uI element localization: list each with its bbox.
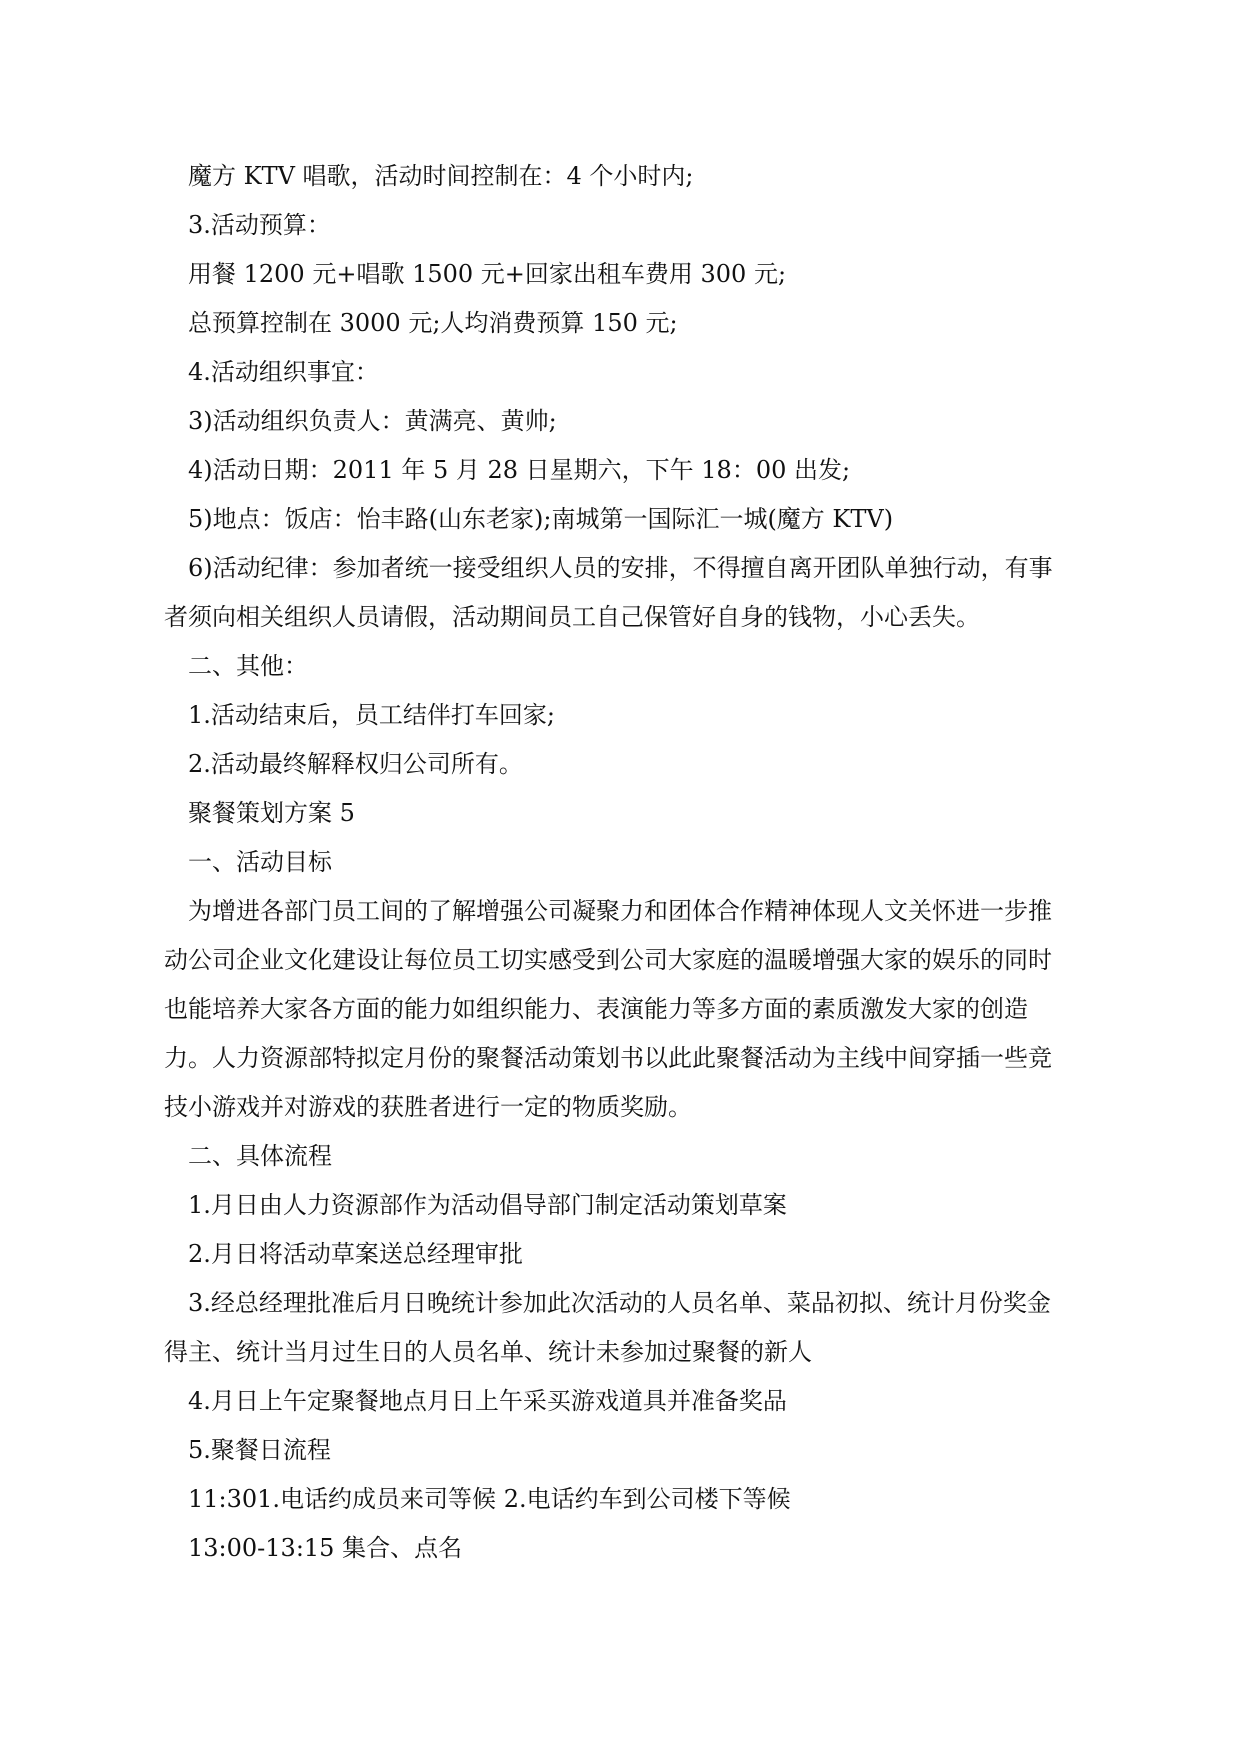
paragraph-goal-body: 为增进各部门员工间的了解增强公司凝聚力和团体合作精神体现人文关怀进一步推动公司企业文化建设让每位员工切实感受到公司大家庭的温暖增强大家的娱乐的同时也能培养大家各方面的能力如组织能力、表演能力等多方面的素质激发大家的创造力。人力资源部特拟定月份的聚餐活动策划书以此此聚餐活动为主线中间穿插一些竞技小游戏并对游戏的获胜者进行一定的物质奖励。	[164, 897, 1052, 1121]
paragraph-process-step-1: 1.月日由人力资源部作为活动倡导部门制定活动策划草案	[188, 1191, 787, 1219]
paragraph-goal-heading: 一、活动目标	[188, 848, 332, 876]
paragraph-other-heading: 二、其他：	[188, 652, 308, 680]
paragraph-other-item-1: 1.活动结束后，员工结伴打车回家;	[188, 701, 555, 729]
paragraph-schedule-1300: 13:00-13:15 集合、点名	[188, 1534, 463, 1562]
document-body	[164, 152, 1068, 1573]
paragraph-location: 5)地点：饭店：怡丰路(山东老家);南城第一国际汇一城(魔方 KTV)	[188, 505, 894, 533]
paragraph-process-heading: 二、具体流程	[188, 1142, 332, 1170]
paragraph-organizers: 3)活动组织负责人：黄满亮、黄帅;	[188, 407, 557, 435]
paragraph-ktv-time: 魔方 KTV 唱歌，活动时间控制在：4 个小时内;	[188, 162, 694, 190]
paragraph-process-step-3: 3.经总经理批准后月日晚统计参加此次活动的人员名单、菜品初拟、统计月份奖金得主、统计当月过生日的人员名单、统计未参加过聚餐的新人	[164, 1289, 1051, 1366]
paragraph-process-step-4: 4.月日上午定聚餐地点月日上午采买游戏道具并准备奖品	[188, 1387, 787, 1415]
paragraph-budget-items: 用餐 1200 元+唱歌 1500 元+回家出租车费用 300 元;	[188, 260, 787, 288]
paragraph-date: 4)活动日期：2011 年 5 月 28 日星期六，下午 18：00 出发;	[188, 456, 851, 484]
paragraph-process-step-5: 5.聚餐日流程	[188, 1436, 331, 1464]
section-title-plan-5: 聚餐策划方案 5	[188, 799, 355, 827]
paragraph-other-item-2: 2.活动最终解释权归公司所有。	[188, 750, 523, 778]
paragraph-organization-heading: 4.活动组织事宜：	[188, 358, 379, 386]
paragraph-budget-heading: 3.活动预算：	[188, 211, 331, 239]
paragraph-process-step-2: 2.月日将活动草案送总经理审批	[188, 1240, 523, 1268]
paragraph-discipline: 6)活动纪律：参加者统一接受组织人员的安排，不得擅自离开团队单独行动，有事者须向相关组织人员请假，活动期间员工自己保管好自身的钱物，小心丢失。	[164, 554, 1053, 631]
paragraph-schedule-1130: 11:301.电话约成员来司等候 2.电话约车到公司楼下等候	[188, 1485, 791, 1513]
paragraph-budget-total: 总预算控制在 3000 元;人均消费预算 150 元;	[188, 309, 678, 337]
